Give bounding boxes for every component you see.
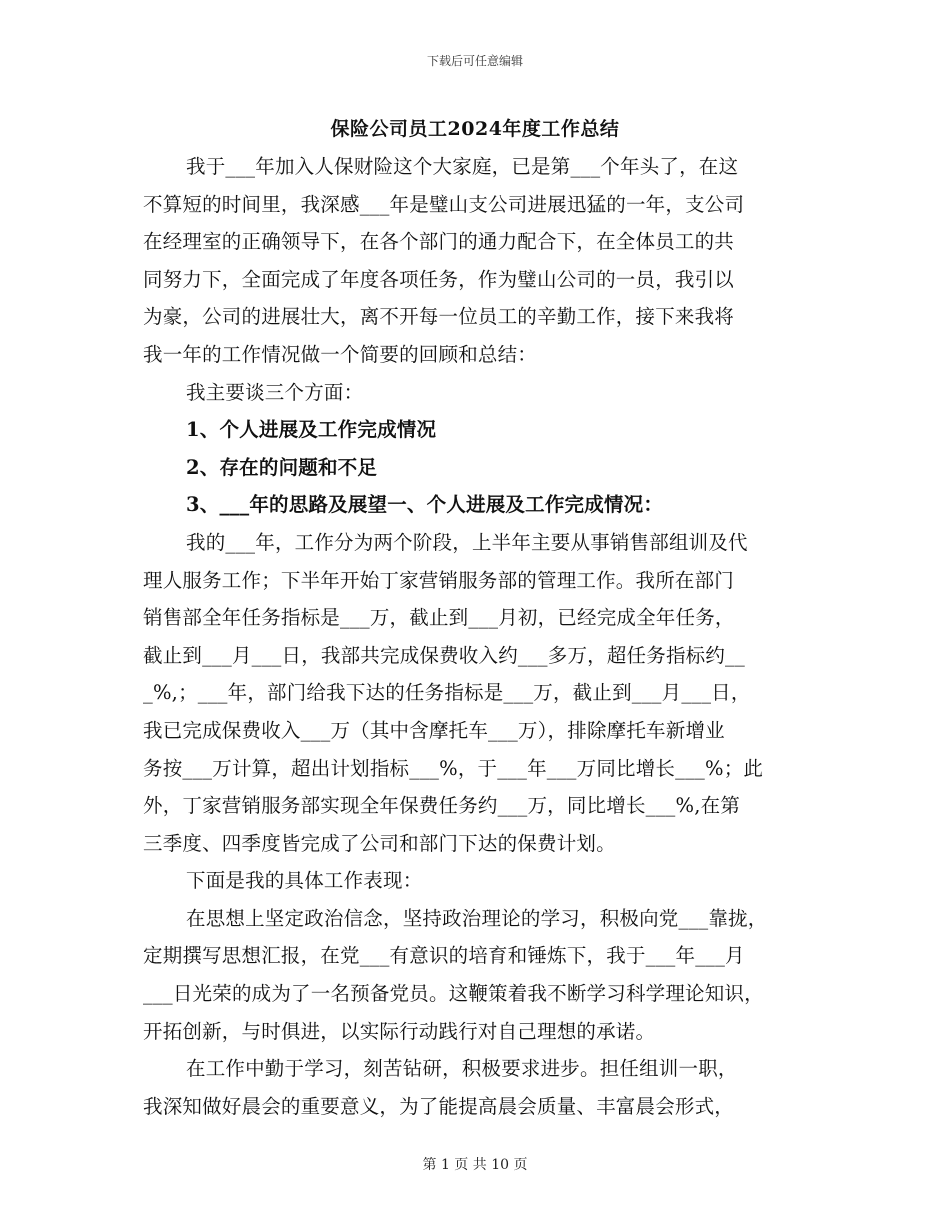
paragraph-line: 在经理室的正确领导下，在各个部门的通力配合下，在全体员工的共 [143, 230, 735, 254]
paragraph-line: 销售部全年任务指标是___万，截止到___月初，已经完成全年任务， [143, 606, 735, 630]
document-body [143, 148, 823, 1125]
page-header-note: 下载后可任意编辑 [426, 54, 523, 68]
paragraph-line: 定期撰写思想汇报，在党___有意识的培育和锤炼下，我于___年___月 [143, 944, 745, 968]
paragraph-line: 我于___年加入人保财险这个大家庭，已是第___个年头了，在这 [186, 155, 739, 178]
section-heading-line: 1、个人进展及工作完成情况 [186, 418, 437, 442]
paragraph-line: 开拓创新，与时俱进，以实际行动践行对自己理想的承诺。 [143, 1019, 656, 1043]
paragraph-line: 在工作中勤于学习，刻苦钻研，积极要求进步。担任组训一职， [186, 1057, 738, 1081]
paragraph-line: 同努力下，全面完成了年度各项任务，作为璧山公司的一员，我引以 [143, 267, 735, 291]
paragraph-line: 在思想上坚定政治信念，坚持政治理论的学习，积极向党___靠拢， [186, 906, 768, 930]
page-footer-number: 第 1 页 共 10 页 [422, 1157, 528, 1173]
paragraph-line: 我一年的工作情况做一个简要的回顾和总结： [143, 342, 538, 366]
paragraph-line: 我主要谈三个方面： [186, 380, 364, 404]
paragraph-line: 不算短的时间里，我深感___年是璧山支公司进展迅猛的一年，支公司 [143, 192, 745, 216]
document-title: 保险公司员工2024年度工作总结 [330, 118, 620, 140]
paragraph-line: 截止到___月___日，我部共完成保费收入约___多万，超任务指标约__ [143, 643, 745, 667]
paragraph-line: ___日光荣的成为了一名预备党员。这鞭策着我不断学习科学理论知识， [143, 982, 764, 1006]
paragraph-line: 我的___年，工作分为两个阶段，上半年主要从事销售部组训及代 [186, 530, 748, 554]
paragraph-line: 为豪，公司的进展壮大，离不开每一位员工的辛勤工作，接下来我将 [143, 305, 735, 329]
paragraph-line: 理人服务工作；下半年开始丁家营销服务部的管理工作。我所在部门 [143, 568, 735, 592]
paragraph-line: _%,；___年，部门给我下达的任务指标是___万，截止到___月___日， [143, 681, 751, 705]
section-heading-line: 3、___年的思路及展望一、个人进展及工作完成情况： [186, 493, 664, 517]
paragraph-line: 外，丁家营销服务部实现全年保费任务约___万，同比增长___%,在第 [143, 794, 741, 818]
paragraph-line: 务按___万计算，超出计划指标___%，于___年___万同比增长___%；此 [143, 756, 764, 780]
paragraph-line: 我已完成保费收入___万（其中含摩托车___万），排除摩托车新增业 [143, 718, 725, 742]
paragraph-line: 下面是我的具体工作表现： [186, 869, 423, 893]
paragraph-line: 三季度、四季度皆完成了公司和部门下达的保费计划。 [143, 831, 616, 855]
paragraph-line: 我深知做好晨会的重要意义，为了能提高晨会质量、丰富晨会形式， [143, 1094, 735, 1118]
section-heading-line: 2、存在的问题和不足 [186, 455, 378, 479]
